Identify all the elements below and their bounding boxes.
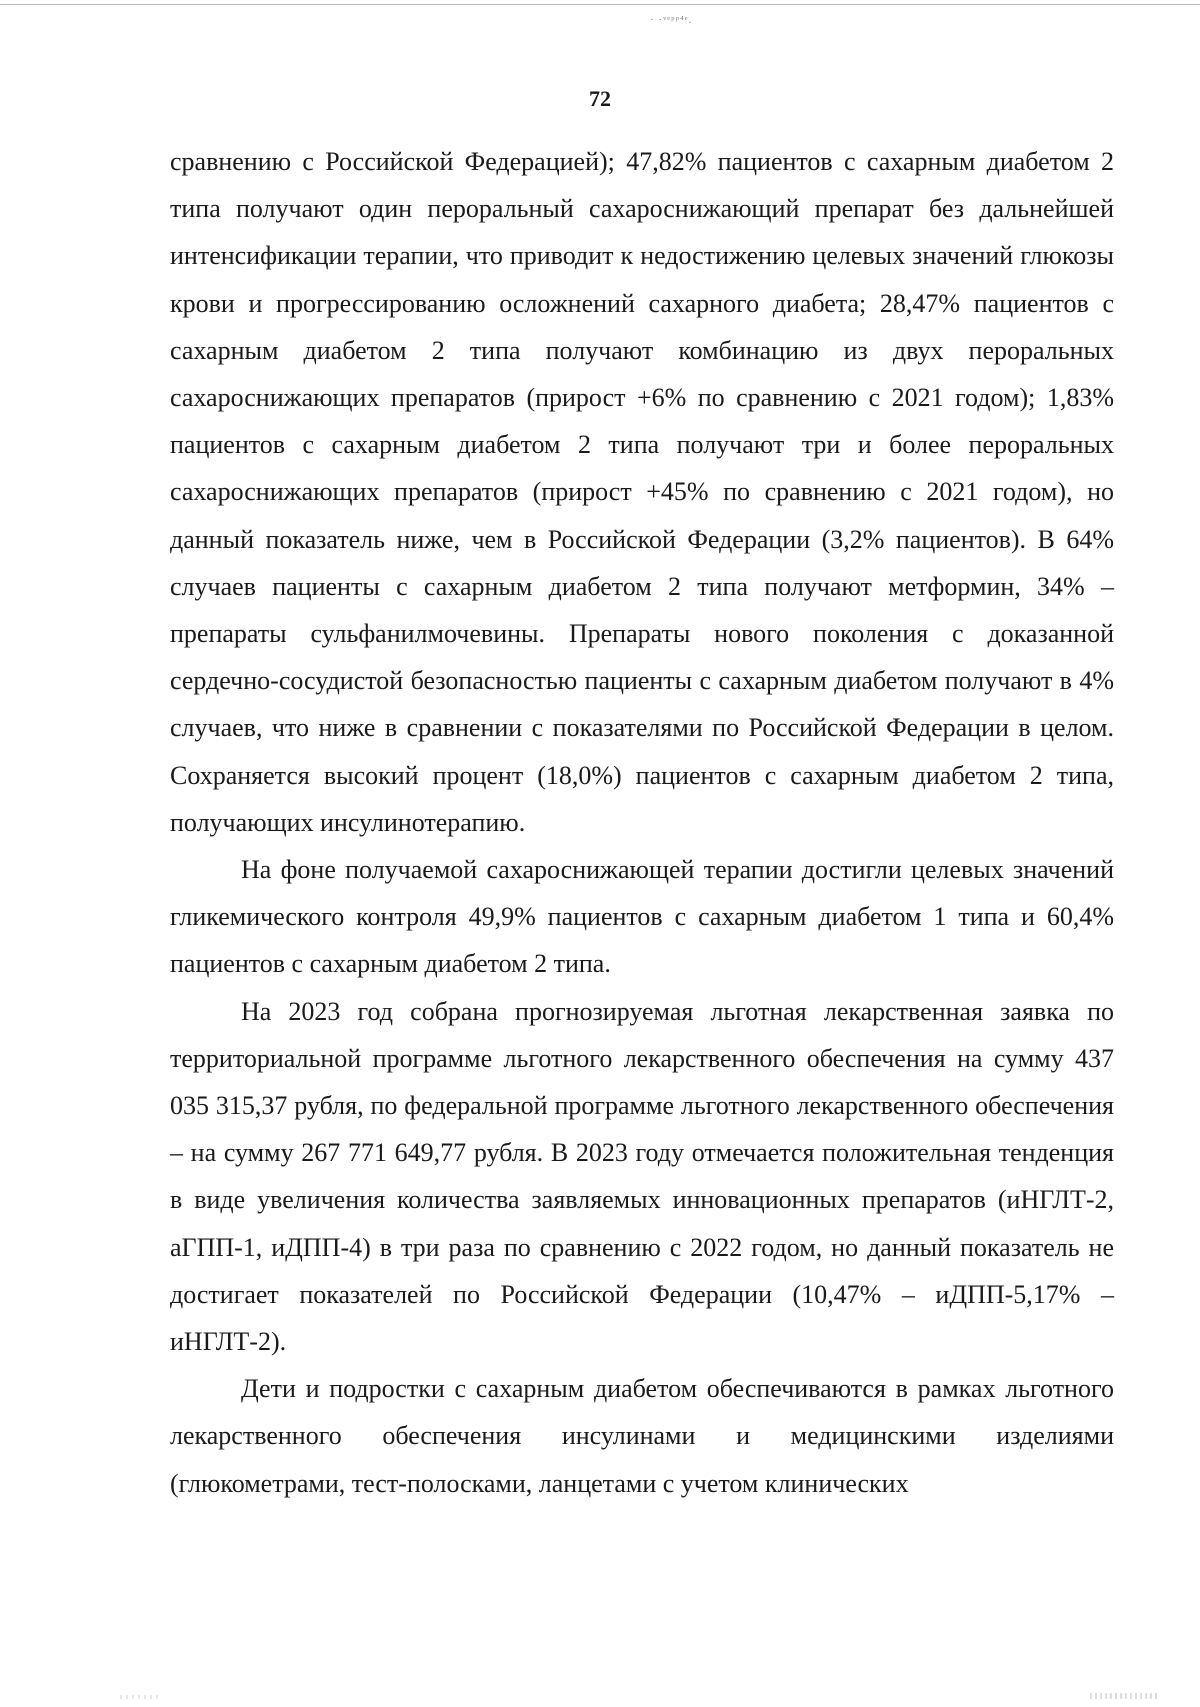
scan-artifact-mark: · ·ᵛᵉᵖᵖ⁴ᵉ. [650, 14, 693, 26]
scan-speckle-left [120, 1695, 160, 1699]
scan-top-border [0, 4, 1200, 5]
paragraph-children-provision: Дети и подростки с сахарным диабетом обеспечиваются в рамках льготного лекарственного обеспечения инсулинами и медицинскими изделиями (глюкометрами, тест-полосками, ланцетами с учетом клинических [170, 1374, 1114, 1498]
document-body [170, 138, 1114, 1507]
page-number: 72 [589, 86, 611, 111]
paragraph-continuation: сравнению с Российской Федерацией); 47,82% пациентов с сахарным диабетом 2 типа получают один пероральный сахароснижающий препарат без дальнейшей интенсификации терапии, что приводит к недостижению целевых значений глюкозы крови и прогрессированию осложнений сахарного диабета; 28,47% пациентов с сахарным диабетом 2 типа получают комбинацию из двух пероральных сахароснижающих препаратов (прирост +6% по сравнению с 2021 годом); 1,83% пациентов с сахарным диабетом 2 типа получают три и более пероральных сахароснижающих препаратов (прирост +45% по сравнению с 2021 годом), но данный показатель ниже, чем в Российской Федерации (3,2% пациентов). В 64% случаев пациенты с сахарным диабетом 2 типа получают метформин, 34% – препараты сульфанилмочевины. Препараты нового поколения с доказанной сердечно-сосудистой безопасностью пациенты с сахарным диабетом получают в 4% случаев, что ниже в сравнении с показателями по Российской Федерации в целом. Сохраняется высокий процент (18,0%) пациентов с сахарным диабетом 2 типа, получающих инсулинотерапию. [170, 147, 1114, 837]
scan-speckle-right [1090, 1693, 1160, 1699]
paragraph-drug-application-2023: На 2023 год собрана прогнозируемая льготная лекарственная заявка по территориальной программе льготного лекарственного обеспечения на сумму 437 035 315,37 рубля, по федеральной программе льготного лекарственного обеспечения – на сумму 267 771 649,77 рубля. В 2023 году отмечается положительная тенденция в виде увеличения количества заявляемых инновационных препаратов (иНГЛТ-2, аГПП-1, иДПП-4) в три раза по сравнению с 2022 годом, но данный показатель не достигает показателей по Российской Федерации (10,47% – иДПП-5,17% – иНГЛТ-2). [170, 996, 1114, 1357]
paragraph-glycemic-control: На фоне получаемой сахароснижающей терапии достигли целевых значений гликемического контроля 49,9% пациентов с сахарным диабетом 1 типа и 60,4% пациентов с сахарным диабетом 2 типа. [170, 855, 1114, 979]
